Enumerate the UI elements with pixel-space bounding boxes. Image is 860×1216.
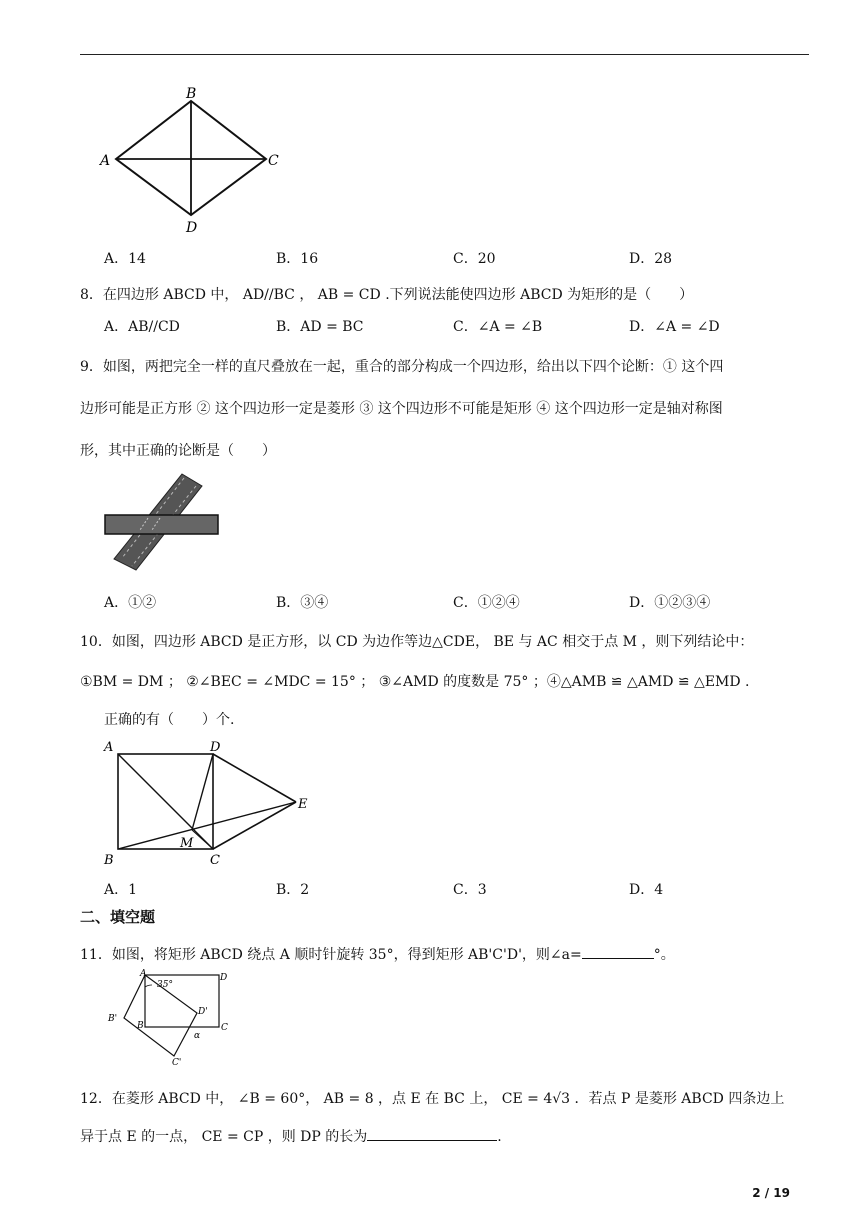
q8-option-b[interactable]: B．AD = BC xyxy=(276,319,364,335)
q11-text-before: 11．如图，将矩形 ABCD 绕点 A 顺时针旋转 35°，得到矩形 AB'C'D'，则∠a= xyxy=(80,947,582,963)
q11-label-d: D xyxy=(220,973,228,983)
q7-option-b[interactable]: B．16 xyxy=(276,251,319,267)
q11-label-b-prime: B' xyxy=(108,1014,118,1024)
q10-option-d[interactable]: D．4 xyxy=(629,882,664,898)
q7-label-d: D xyxy=(186,220,198,236)
q8-option-d[interactable]: D．∠A = ∠D xyxy=(629,319,720,335)
q12-answer-blank[interactable] xyxy=(367,1126,497,1141)
q7-label-c: C xyxy=(268,153,279,169)
q7-label-b: B xyxy=(186,86,197,102)
q8-question: 8．在四边形 ABCD 中， AD//BC ， AB = CD .下列说法能使四边形 ABCD 为矩形的是（ ） xyxy=(80,287,694,303)
q9-option-c[interactable]: C．①②④ xyxy=(453,595,520,611)
q10-label-d: D xyxy=(210,740,221,755)
q10-question-line2: ①BM = DM ； ②∠BEC = ∠MDC = 15° ； ③∠AMD 的度数是 75° ；④△AMB ≌ △AMD ≌ △EMD . xyxy=(80,674,750,690)
q11-text-after: °。 xyxy=(653,947,675,963)
q12-question-line2 xyxy=(80,1126,502,1146)
q7-option-d[interactable]: D．28 xyxy=(629,251,673,267)
q8-option-c[interactable]: C．∠A = ∠B xyxy=(453,319,543,335)
q10-option-a[interactable]: A．1 xyxy=(104,882,138,898)
q10-label-c: C xyxy=(210,853,220,868)
q7-rhombus-figure xyxy=(96,86,286,236)
q10-question-line3: 正确的有（ ）个. xyxy=(104,712,235,728)
q10-label-m: M xyxy=(180,836,194,851)
q10-label-a: A xyxy=(104,740,114,755)
q11-label-a: A xyxy=(140,969,147,979)
q10-option-c[interactable]: C．3 xyxy=(453,882,487,898)
q11-rotation-figure xyxy=(104,968,234,1066)
q7-label-a: A xyxy=(100,153,111,169)
q11-label-angle: 35° xyxy=(157,980,173,990)
q12-text-before: 异于点 E 的一点， CE = CP ，则 DP 的长为 xyxy=(80,1129,368,1145)
q11-question xyxy=(80,944,675,964)
q7-option-c[interactable]: C．20 xyxy=(453,251,496,267)
q10-label-e: E xyxy=(298,797,308,812)
q11-answer-blank[interactable] xyxy=(582,944,654,959)
page-number: 2 / 19 xyxy=(752,1186,790,1200)
section-title: 二、填空题 xyxy=(80,908,156,926)
q10-square-figure xyxy=(100,736,320,872)
q9-option-d[interactable]: D．①②③④ xyxy=(629,595,711,611)
q11-label-c-prime: C' xyxy=(172,1058,182,1066)
q12-question-line1: 12．在菱形 ABCD 中， ∠B = 60°， AB = 8 ，点 E 在 BC 上， CE = 4√3 ．若点 P 是菱形 ABCD 四条边上 xyxy=(80,1091,785,1107)
q11-label-alpha: α xyxy=(194,1031,201,1041)
q11-label-b-prime-2: B' xyxy=(137,1021,147,1031)
q10-option-b[interactable]: B．2 xyxy=(276,882,310,898)
q7-option-a[interactable]: A．14 xyxy=(104,251,146,267)
q9-option-b[interactable]: B．③④ xyxy=(276,595,329,611)
q10-label-b: B xyxy=(104,853,114,868)
q9-rulers-figure xyxy=(100,468,225,578)
q10-question-line1: 10．如图，四边形 ABCD 是正方形，以 CD 为边作等边△CDE， BE 与 AC 相交于点 M ，则下列结论中： xyxy=(80,634,754,650)
q11-label-c: C xyxy=(221,1023,228,1033)
q9-question-line3: 形，其中正确的论断是（ ） xyxy=(80,443,276,459)
q9-option-a[interactable]: A．①② xyxy=(104,595,157,611)
header-rule xyxy=(80,54,809,55)
q9-question-line1: 9．如图，两把完全一样的直尺叠放在一起，重合的部分构成一个四边形，给出以下四个论断：① 这个四 xyxy=(80,359,724,375)
q11-label-d-prime: D' xyxy=(198,1007,208,1017)
q12-text-after: . xyxy=(497,1129,502,1145)
q8-option-a[interactable]: A．AB//CD xyxy=(104,319,180,335)
q9-question-line2: 边形可能是正方形 ② 这个四边形一定是菱形 ③ 这个四边形不可能是矩形 ④ 这个四边形一定是轴对称图 xyxy=(80,401,723,417)
